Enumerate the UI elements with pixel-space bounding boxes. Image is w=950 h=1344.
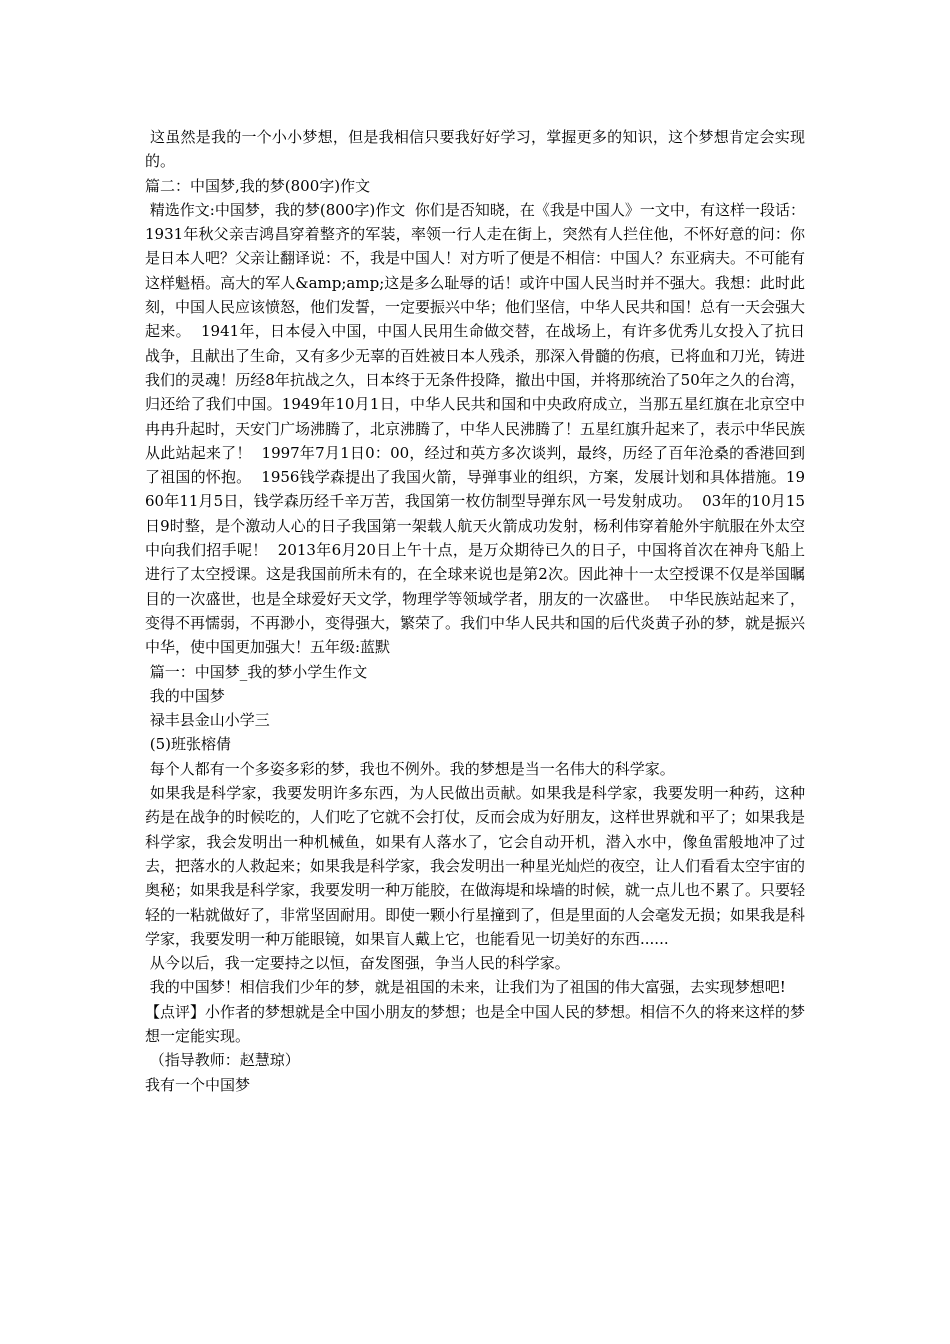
author-class-name: (5)班张榕倩 [145, 735, 232, 754]
section-heading-part-two: 篇二：中国梦,我的梦(800字)作文 [145, 176, 371, 195]
instructor-credit: （指导教师：赵慧琼） [145, 1051, 300, 1070]
essay-body-part-two: 精选作文:中国梦，我的梦(800字)作文 你们是否知晓，在《我是中国人》一文中，有这样一段话：1931年秋父亲吉鸿昌穿着整齐的军装，率领一行人走在街上，突然有人拦住他，不怀好意的问：你是日本人吧？父亲让翻译说：不，我是中国人！对方听了便是不相信：中国人？东亚病夫。不可能有这样魁梧。高大的军人&amp;amp;这是多么耻辱的话！或许中国人民当时并不强大。我想：此时此刻，中国人民应该愤怒，他们发誓，一定要振兴中华；他们坚信，中华人民共和国！总有一天会强大起来。 1941年，日本侵入中国，中国人民用生命做交替，在战场上，有许多优秀儿女投入了抗日战争，且献出了生命，又有多少无辜的百姓被日本人残杀，那深入骨髓的伤痕，已将血和刀光，铸进我们的灵魂！历经8年抗战之久，日本终于无条件投降，撤出中国，并将那统治了50年之久的台湾，归还给了我们中国。1949年10月1日，中华人民共和国和中央政府成立，当那五星红旗在北京空中冉冉升起时，天安门广场沸腾了，北京沸腾了，中华人民沸腾了！五星红旗升起来了，表示中华民族从此站起来了！ 1997年7月1日0：00，经过和英方多次谈判，最终，历经了百年沧桑的香港回到了祖国的怀抱。 1956钱学森提出了我国火箭，导弹事业的组织，方案，发展计划和具体措施。1960年11月5日，钱学森历经千辛万苦，我国第一枚仿制型导弹东风一号发射成功。 03年的10月15日9时整，是个激动人心的日子我国第一架载人航天火箭成功发射，杨利伟穿着舱外宇航服在外太空中向我们招手呢！ 2013年6月20日上午十点，是万众期待已久的日子，中国将首次在神舟飞船上进行了太空授课。这是我国前所未有的，在全球来说也是第2次。因此神十一太空授课不仅是举国瞩目的一次盛世，也是全球爱好天文学，物理学等领域学者，朋友的一次盛世。 中华民族站起来了，变得不再懦弱，不再渺小，变得强大，繁荣了。我们中华人民共和国的后代炎黄子孙的梦，就是振兴中华，使中国更加强大！五年级:蓝默 [145, 200, 806, 657]
essay-paragraph-resolve: 从今以后，我一定要持之以恒，奋发图强，争当人民的科学家。 [145, 954, 570, 973]
essay-paragraph-scientist: 如果我是科学家，我要发明许多东西，为人民做出贡献。如果我是科学家，我要发明一种药，这种药是在战争的时候吃的，人们吃了它就不会打仗，反而会成为好朋友，这样世界就和平了；如果我是科学家，我会发明出一种机械鱼，如果有人落水了，它会自动开机，潜入水中，像鱼雷般地冲了过去，把落水的人救起来；如果我是科学家，我会发明出一种星光灿烂的夜空，让人们看看太空宇宙的奥秘；如果我是科学家，我要发明一种万能胶，在做海堤和垛墙的时候，就一点儿也不累了。只要轻轻的一粘就做好了，非常坚固耐用。即使一颗小行星撞到了，但是里面的人会毫发无损；如果我是科学家，我要发明一种万能眼镜，如果盲人戴上它，也能看见一切美好的东西...... [145, 784, 806, 948]
section-heading-part-one: 篇一：中国梦_我的梦小学生作文 [145, 662, 368, 681]
essay-paragraph-opening: 每个人都有一个多姿多彩的梦，我也不例外。我的梦想是当一名伟大的科学家。 [145, 759, 675, 778]
teacher-comment: 【点评】小作者的梦想就是全中国小朋友的梦想；也是全中国人民的梦想。相信不久的将来这样的梦想一定能实现。 [145, 1002, 806, 1045]
next-essay-title: 我有一个中国梦 [145, 1075, 251, 1094]
essay-paragraph-closing: 我的中国梦！相信我们少年的梦，就是祖国的未来，让我们为了祖国的伟大富强，去实现梦想吧! [145, 978, 786, 997]
paragraph-intro-ending: 这虽然是我的一个小小梦想，但是我相信只要我好好学习，掌握更多的知识，这个梦想肯定会实现的。 [145, 128, 805, 171]
document-body [145, 125, 805, 1097]
author-school: 禄丰县金山小学三 [145, 711, 270, 730]
essay-title: 我的中国梦 [145, 686, 225, 705]
